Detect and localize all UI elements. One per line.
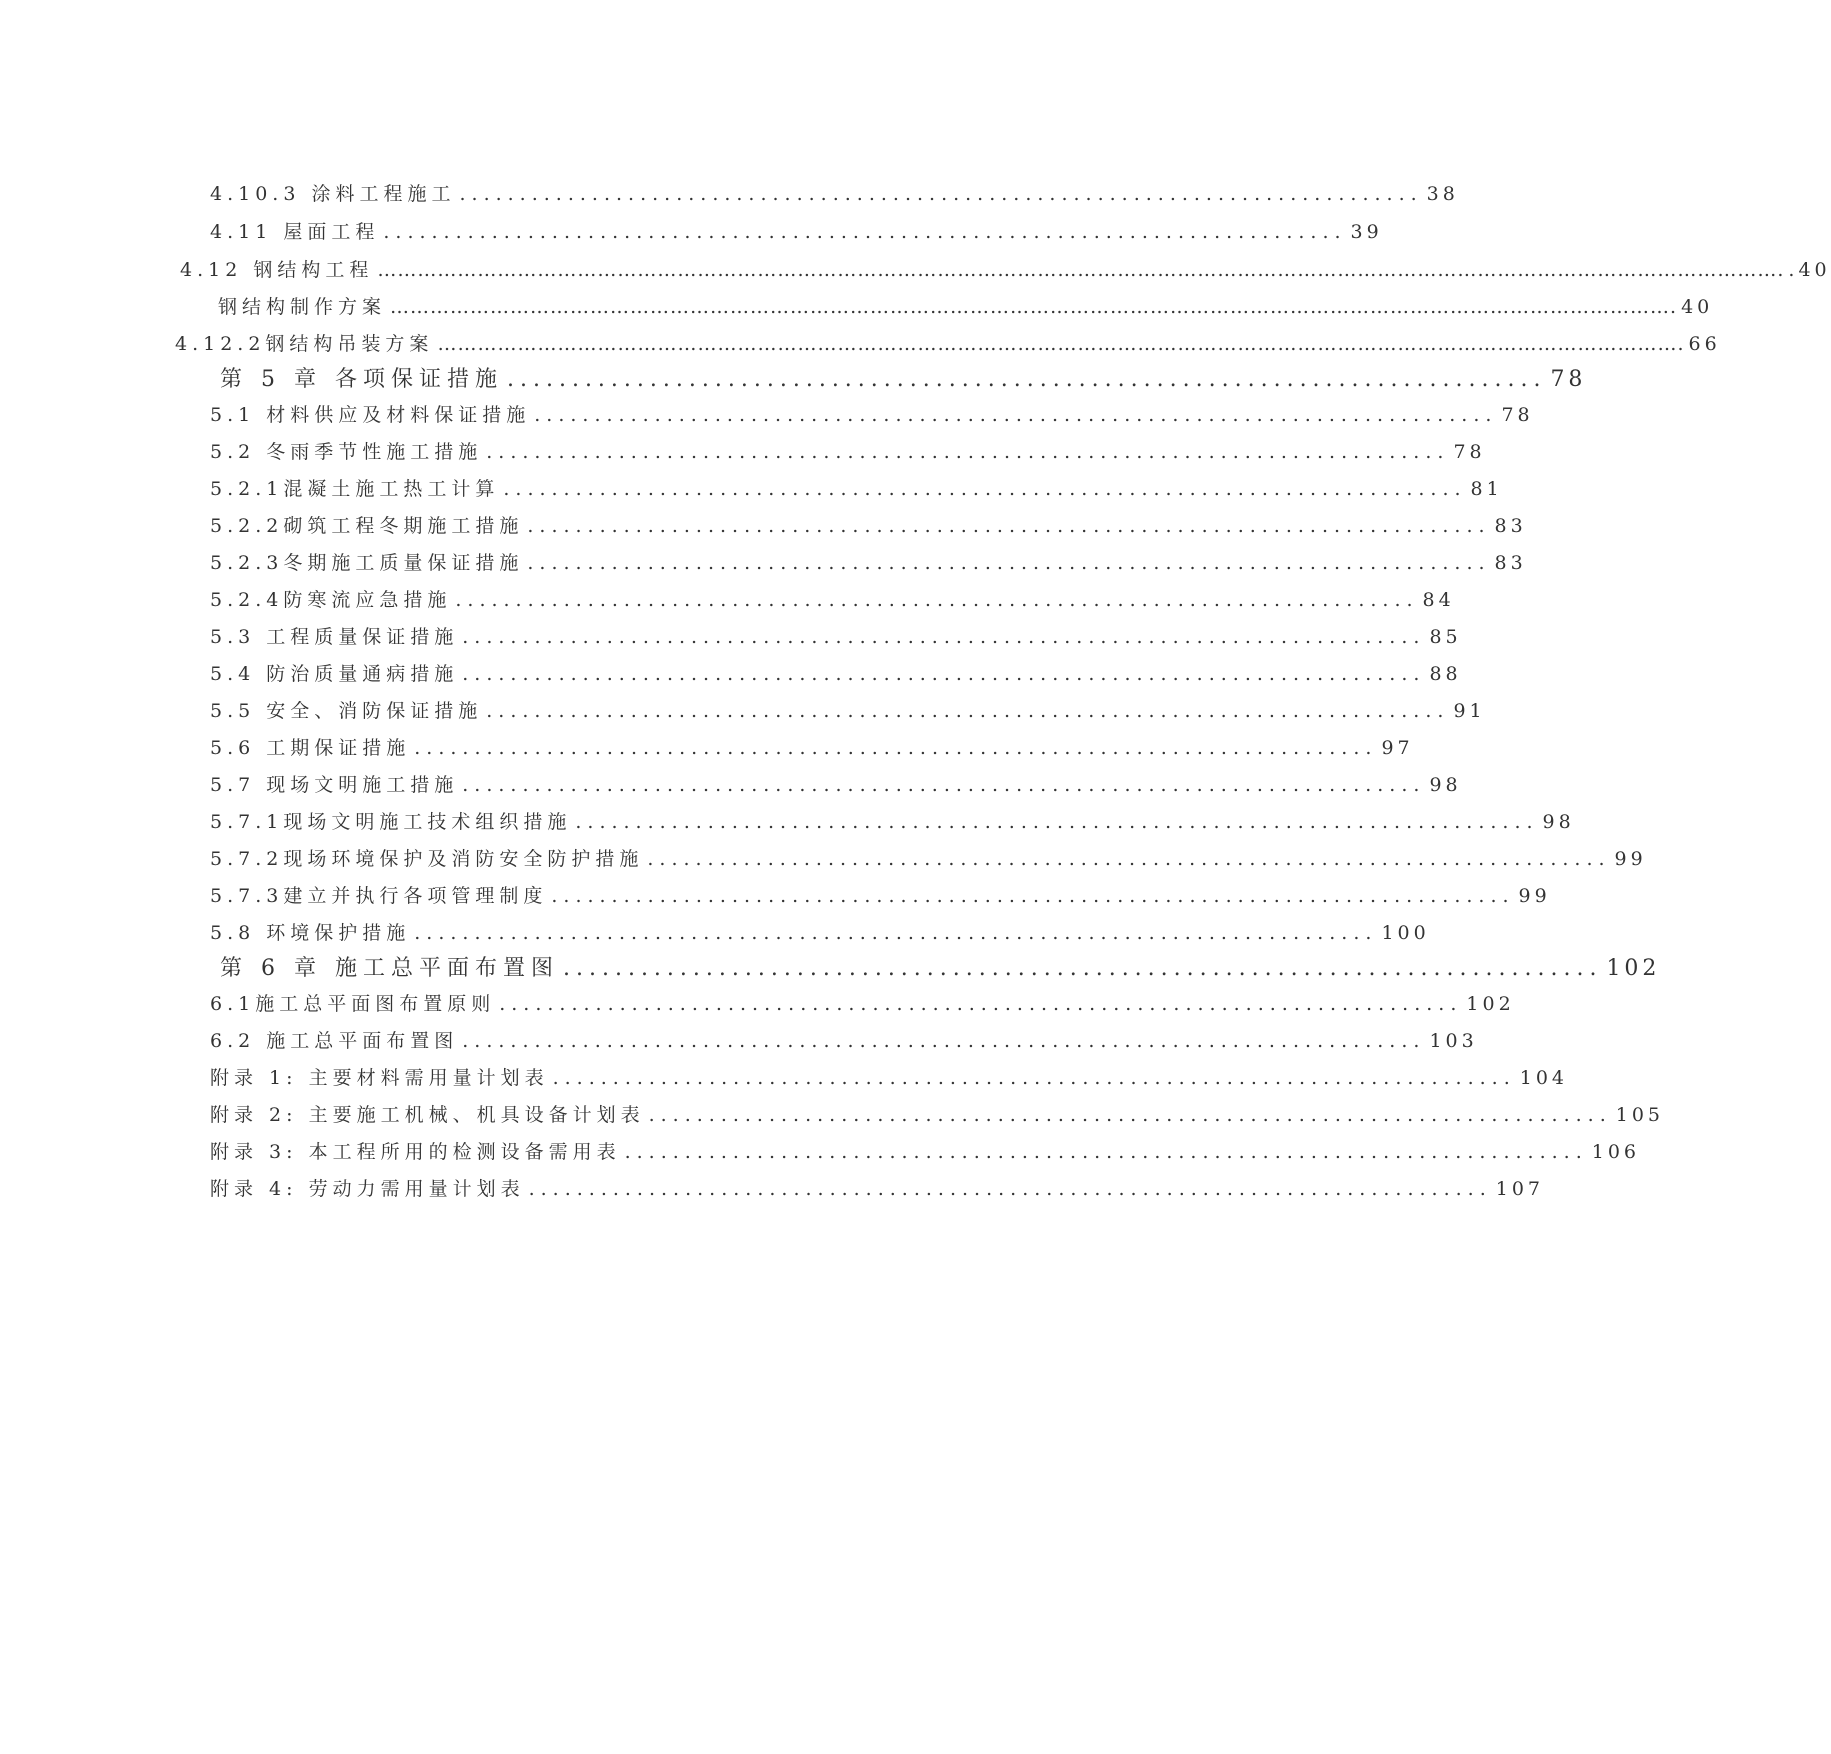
toc-entry-label: 附录 1: 主要材料需用量计划表 xyxy=(210,1067,549,1089)
toc-page-number: 88 xyxy=(1429,663,1462,685)
toc-dot-leader: ................................................................................ xyxy=(503,478,1467,500)
toc-page-number: 100 xyxy=(1381,922,1430,944)
toc-dot-leader: ................................................................................ xyxy=(499,993,1463,1015)
toc-page-number: 84 xyxy=(1422,589,1455,611)
toc-entry-label: 5.1 材料供应及材料保证措施 xyxy=(210,404,531,426)
toc-dot-leader: ................................................................................ xyxy=(527,515,1491,537)
toc-dot-leader: ................................................................................ xyxy=(527,552,1491,574)
toc-entry xyxy=(210,219,1383,245)
toc-page-number: 103 xyxy=(1429,1030,1478,1052)
toc-dot-leader: ................................................................................ xyxy=(552,1067,1516,1089)
toc-dot-leader: ................................................................................ xyxy=(414,922,1378,944)
toc-entry-label: 第 5 章 各项保证措施 xyxy=(220,367,503,392)
toc-page-number: .40 xyxy=(1788,259,1831,281)
toc-entry xyxy=(218,294,1714,320)
toc-dot-leader: ................................................................................ xyxy=(575,811,1539,833)
toc-entry-label: 第 6 章 施工总平面布置图 xyxy=(220,956,559,981)
toc-dot-leader: …………………………………………………………………………………………………………………………………………………………………………. xyxy=(390,296,1678,318)
toc-entry xyxy=(210,550,1527,576)
toc-dot-leader: ................................................................................ xyxy=(506,367,1547,392)
toc-entry-label: 5.7.2现场环境保护及消防安全防护措施 xyxy=(210,848,644,870)
toc-page-number: 105 xyxy=(1615,1104,1665,1126)
toc-entry xyxy=(210,476,1503,502)
toc-dot-leader: ................................................................................ xyxy=(534,404,1498,426)
toc-entry xyxy=(210,587,1455,613)
toc-dot-leader: ................................................................................ xyxy=(455,589,1419,611)
toc-page-number: 107 xyxy=(1495,1178,1545,1200)
toc-dot-leader: ................................................................................ xyxy=(648,1104,1612,1126)
toc-dot-leader: ................................................................................ xyxy=(414,737,1378,759)
toc-entry-label: 5.2.1混凝土施工热工计算 xyxy=(210,478,500,500)
toc-entry xyxy=(210,772,1462,798)
toc-entry xyxy=(210,698,1486,724)
toc-entry xyxy=(210,1176,1545,1202)
toc-entry-label: 5.7.1现场文明施工技术组织措施 xyxy=(210,811,572,833)
toc-dot-leader: ................................................................................ xyxy=(486,441,1450,463)
toc-entry xyxy=(210,991,1515,1017)
toc-dot-leader: ................................................................................ xyxy=(528,1178,1492,1200)
toc-dot-leader: …………………………………………………………………………………………………………………………………………………………………………………………. xyxy=(377,259,1785,281)
toc-page-number: 83 xyxy=(1494,515,1527,537)
toc-entry-label: 5.2.3冬期施工质量保证措施 xyxy=(210,552,524,574)
toc-dot-leader: ................................................................................ xyxy=(624,1141,1588,1163)
toc-entry xyxy=(180,257,1831,283)
toc-entry-label: 5.7 现场文明施工措施 xyxy=(210,774,459,796)
toc-entry xyxy=(210,181,1459,207)
toc-entry-label: 5.3 工程质量保证措施 xyxy=(210,626,459,648)
toc-page-number: 81 xyxy=(1470,478,1503,500)
toc-page-number: 78 xyxy=(1453,441,1486,463)
toc-entry xyxy=(210,1139,1641,1165)
toc-entry xyxy=(210,1102,1665,1128)
toc-dot-leader: ................................................................................ xyxy=(462,1030,1426,1052)
toc-entry-label: 4.12.2钢结构吊装方案 xyxy=(175,333,434,355)
toc-entry-label: 5.6 工期保证措施 xyxy=(210,737,411,759)
toc-entry-label: 4.11 屋面工程 xyxy=(210,221,380,243)
toc-entry-label: 4.10.3 涂料工程施工 xyxy=(210,183,456,205)
toc-dot-leader: ................................................................................ xyxy=(462,626,1426,648)
toc-page-number: 85 xyxy=(1429,626,1462,648)
toc-page-number: 39 xyxy=(1350,221,1383,243)
toc-page-number: 99 xyxy=(1614,848,1647,870)
toc-dot-leader: ................................................................................ xyxy=(459,183,1423,205)
toc-page-number: 104 xyxy=(1519,1067,1569,1089)
toc-entry-label: 附录 2: 主要施工机械、机具设备计划表 xyxy=(210,1104,645,1126)
toc-dot-leader: ................................................................................ xyxy=(486,700,1450,722)
toc-entry-label: 5.2.4防寒流应急措施 xyxy=(210,589,452,611)
toc-page-number: 83 xyxy=(1494,552,1527,574)
toc-entry-label: 5.5 安全、消防保证措施 xyxy=(210,700,483,722)
toc-entry-label: 钢结构制作方案 xyxy=(218,296,387,318)
toc-entry-label: 5.2.2砌筑工程冬期施工措施 xyxy=(210,515,524,537)
toc-page-number: 97 xyxy=(1381,737,1414,759)
toc-entry xyxy=(210,624,1462,650)
toc-entry xyxy=(210,1028,1478,1054)
toc-page-number: 66 xyxy=(1688,333,1721,355)
toc-entry-label: 6.2 施工总平面布置图 xyxy=(210,1030,459,1052)
toc-dot-leader: ................................................................................ xyxy=(562,956,1603,981)
toc-entry xyxy=(210,439,1486,465)
toc-entry-label: 附录 3: 本工程所用的检测设备需用表 xyxy=(210,1141,621,1163)
toc-page-number: 106 xyxy=(1591,1141,1641,1163)
toc-entry xyxy=(210,402,1534,428)
toc-page-number: 78 xyxy=(1550,367,1587,392)
toc-entry xyxy=(210,1065,1569,1091)
toc-page-number: 102 xyxy=(1466,993,1515,1015)
toc-page-number: 102 xyxy=(1606,956,1661,981)
toc-entry xyxy=(210,809,1575,835)
toc-entry xyxy=(175,331,1721,357)
toc-entry-label: 6.1施工总平面图布置原则 xyxy=(210,993,496,1015)
toc-dot-leader: ................................................................................ xyxy=(383,221,1347,243)
toc-chapter-entry xyxy=(220,367,1587,393)
toc-entry xyxy=(210,735,1414,761)
toc-entry xyxy=(210,513,1527,539)
toc-page-number: 99 xyxy=(1518,885,1551,907)
toc-chapter-entry xyxy=(220,956,1661,982)
toc-entry xyxy=(210,883,1551,909)
toc-entry xyxy=(210,846,1647,872)
toc-entry-label: 5.4 防治质量通病措施 xyxy=(210,663,459,685)
toc-entry xyxy=(210,920,1430,946)
toc-dot-leader: ................................................................................ xyxy=(551,885,1515,907)
toc-entry-label: 5.8 环境保护措施 xyxy=(210,922,411,944)
toc-entry-label: 4.12 钢结构工程 xyxy=(180,259,374,281)
toc-dot-leader: ................................................................................ xyxy=(462,774,1426,796)
toc-dot-leader: ................................................................................ xyxy=(647,848,1611,870)
toc-entry-label: 附录 4: 劳动力需用量计划表 xyxy=(210,1178,525,1200)
toc-dot-leader: ................................................................................ xyxy=(462,663,1426,685)
toc-page-number: 91 xyxy=(1453,700,1486,722)
toc-dot-leader: ……………………………………………………………………………………………………………………………………………………………………. xyxy=(437,333,1685,355)
toc-entry xyxy=(210,661,1462,687)
toc-page-number: 78 xyxy=(1501,404,1534,426)
toc-page-number: 98 xyxy=(1542,811,1575,833)
toc-entry-label: 5.2 冬雨季节性施工措施 xyxy=(210,441,483,463)
toc-entry-label: 5.7.3建立并执行各项管理制度 xyxy=(210,885,548,907)
toc-page-number: 40 xyxy=(1681,296,1714,318)
toc-page-number: 38 xyxy=(1426,183,1459,205)
toc-page-number: 98 xyxy=(1429,774,1462,796)
